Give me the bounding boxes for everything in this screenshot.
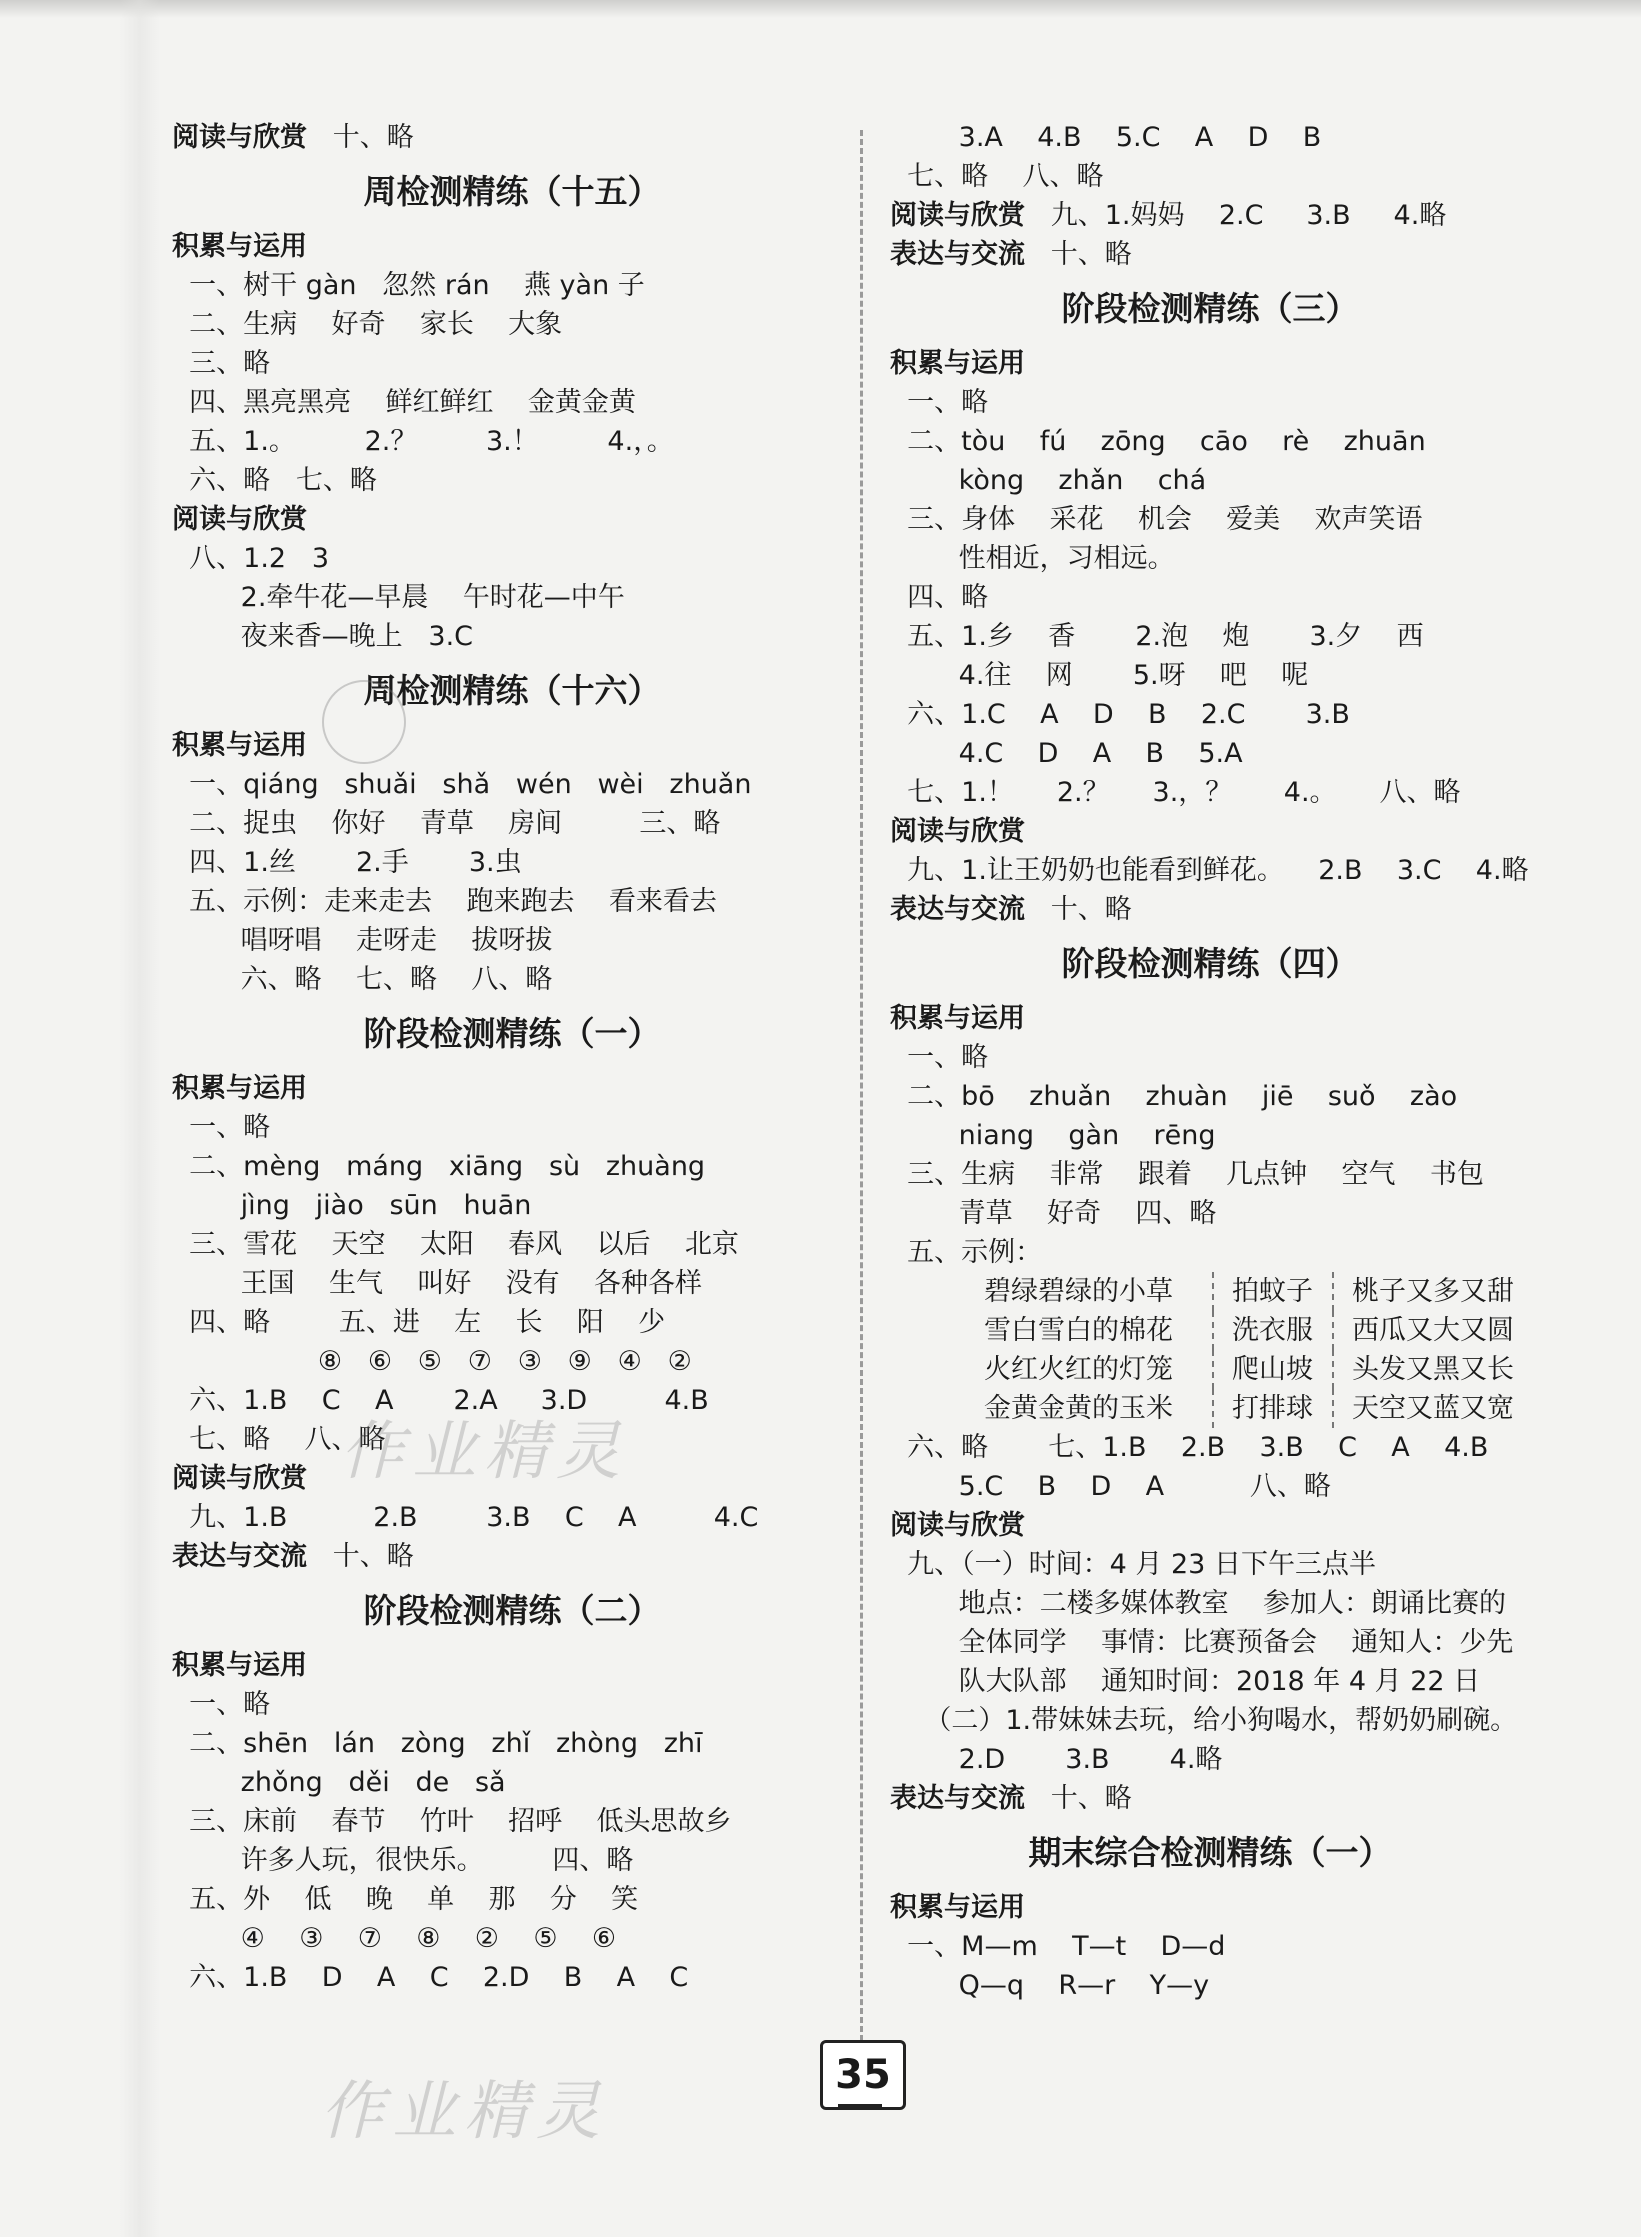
example-phrase: 碧绿碧绿的小草 — [984, 1276, 1173, 1307]
answer-line: 五、1.乡 香 2.泡 炮 3.夕 西 — [890, 621, 1424, 652]
page-number: 35 — [820, 2040, 906, 2110]
answer-line: 一、略 — [890, 387, 989, 418]
answer-text: 九、1.妈妈 2.C 3.B 4.略 — [1025, 200, 1447, 231]
example-phrase: 拍蚊子 — [1212, 1272, 1332, 1311]
page-top-shadow — [0, 0, 1641, 18]
example-phrase: 洗衣服 — [1212, 1311, 1332, 1350]
answer-line: Q—q R—r Y—y — [890, 1970, 1210, 2001]
category-label: 积累与运用 — [890, 1892, 1025, 1923]
answer-line: 地点：二楼多媒体教室 参加人：朗诵比赛的 — [890, 1588, 1506, 1619]
answer-line: 三、略 — [172, 348, 271, 379]
answer-line: 夜来香—晚上 3.C — [172, 621, 474, 652]
answer-line: 八、1.2 3 — [172, 543, 330, 574]
answer-line: 三、床前 春节 竹叶 招呼 低头思故乡 — [172, 1806, 732, 1837]
answer-line: 七、略 八、略 — [172, 1424, 386, 1455]
answer-text: 十、略 — [307, 1541, 414, 1572]
example-phrase-table — [974, 1272, 1530, 1428]
answer-line: 九、1.让王奶奶也能看到鲜花。 2.B 3.C 4.略 — [890, 855, 1529, 886]
answer-line: 六、1.B C A 2.A 3.D 4.B — [172, 1385, 709, 1416]
answer-line: 二、mèng máng xiāng sù zhuàng — [172, 1151, 706, 1182]
answer-line: 二、生病 好奇 家长 大象 — [172, 309, 563, 340]
watermark: 作业精灵 — [340, 1415, 628, 1489]
answer-line: 2.D 3.B 4.略 — [890, 1744, 1223, 1775]
answer-line: 二、bō zhuǎn zhuàn jiē suǒ zào — [890, 1081, 1458, 1112]
answer-line: 性相近，习相远。 — [890, 543, 1175, 574]
answer-column-left — [172, 118, 852, 1997]
category-line — [890, 812, 1530, 851]
category-line — [890, 1888, 1530, 1927]
answer-line: 4.往 网 5.呀 吧 呢 — [890, 660, 1309, 691]
answer-line: 五、示例：走来走去 跑来跑去 看来看去 — [172, 886, 717, 917]
answer-line: 四、1.丝 2.手 3.虫 — [172, 847, 522, 878]
category-label: 阅读与欣赏 — [890, 816, 1025, 847]
category-line — [172, 1069, 852, 1108]
answer-line: 一、略 — [172, 1112, 271, 1143]
section-heading: 阶段检测精练（二） — [363, 1591, 661, 1630]
category-line — [172, 1646, 852, 1685]
answer-line: 一、略 — [172, 1689, 271, 1720]
answer-line: 2.牵牛花—早晨 午时花—中午 — [172, 582, 625, 613]
answer-column-right — [890, 118, 1530, 2005]
answer-line: 四、略 — [890, 582, 989, 613]
answer-line: 六、1.C A D B 2.C 3.B — [890, 699, 1350, 730]
example-phrase: 头发又黑又长 — [1332, 1350, 1532, 1389]
answer-text: 十、略 — [1025, 894, 1132, 925]
answer-text: 十、略 — [1025, 1783, 1132, 1814]
category-line — [890, 999, 1530, 1038]
answer-line: 三、生病 非常 跟着 几点钟 空气 书包 — [890, 1159, 1484, 1190]
column-divider — [860, 130, 863, 2050]
category-label: 积累与运用 — [172, 231, 307, 262]
answer-line: 六、略 七、略 八、略 — [172, 964, 553, 995]
category-label: 表达与交流 — [890, 1783, 1025, 1814]
answer-line: 4.C D A B 5.A — [890, 738, 1243, 769]
category-label: 阅读与欣赏 — [172, 122, 307, 153]
answer-line: 四、黑亮黑亮 鲜红鲜红 金黄金黄 — [172, 387, 636, 418]
answer-line: 六、略 七、略 — [172, 465, 377, 496]
answer-line: ⑧ ⑥ ⑤ ⑦ ③ ⑨ ④ ② — [172, 1346, 692, 1377]
answer-line: 七、1.！ 2.？ 3.，？ 4.。 八、略 — [890, 777, 1461, 808]
answer-line: 唱呀唱 走呀走 拔呀拔 — [172, 925, 553, 956]
category-label: 积累与运用 — [890, 348, 1025, 379]
answer-line: 二、捉虫 你好 青草 房间 三、略 — [172, 808, 721, 839]
example-phrase: 西瓜又大又圆 — [1332, 1311, 1532, 1350]
answer-line: 5.C B D A 八、略 — [890, 1471, 1331, 1502]
category-label: 积累与运用 — [172, 1073, 307, 1104]
answer-line: 一、树干 gàn 忽然 rán 燕 yàn 子 — [172, 270, 645, 301]
answer-line: jìng jiào sūn huān — [172, 1190, 532, 1221]
answer-line: 六、1.B D A C 2.D B A C — [172, 1962, 689, 1993]
example-phrase: 金黄金黄的玉米 — [984, 1393, 1173, 1424]
answer-line: 五、外 低 晚 单 那 分 笑 — [172, 1884, 639, 1915]
category-line — [890, 1506, 1530, 1545]
watermark: 作业精灵 — [320, 2075, 608, 2149]
answer-line: 全体同学 事情：比赛预备会 通知人：少先 — [890, 1627, 1514, 1658]
answer-line: kòng zhǎn chá — [890, 465, 1207, 496]
answer-line: 七、略 八、略 — [890, 161, 1104, 192]
category-line — [890, 344, 1530, 383]
answer-line: 三、身体 采花 机会 爱美 欢声笑语 — [890, 504, 1423, 535]
category-label: 积累与运用 — [172, 1650, 307, 1681]
answer-line: 队大队部 通知时间：2018 年 4 月 22 日 — [890, 1666, 1481, 1697]
answer-line: （二）1.带妹妹去玩，给小狗喝水，帮奶奶刷碗。 — [890, 1705, 1518, 1736]
answer-line: 青草 好奇 四、略 — [890, 1198, 1217, 1229]
section-heading: 阶段检测精练（三） — [1061, 289, 1359, 328]
answer-line: 王国 生气 叫好 没有 各种各样 — [172, 1268, 702, 1299]
category-label: 阅读与欣赏 — [890, 200, 1025, 231]
answer-text: 十、略 — [1025, 239, 1132, 270]
section-heading: 阶段检测精练（四） — [1061, 944, 1359, 983]
category-line — [172, 500, 852, 539]
page-gutter-shadow — [120, 0, 160, 2237]
answer-line: 四、略 五、进 左 长 阳 少 — [172, 1307, 666, 1338]
category-line — [172, 118, 852, 157]
category-line — [890, 1779, 1530, 1818]
example-phrase: 火红火红的灯笼 — [984, 1354, 1173, 1385]
category-label: 表达与交流 — [890, 239, 1025, 270]
answer-line: 二、tòu fú zōng cāo rè zhuān — [890, 426, 1426, 457]
category-label: 阅读与欣赏 — [172, 504, 307, 535]
answer-line: 一、略 — [890, 1042, 989, 1073]
answer-line: 许多人玩，很快乐。 四、略 — [172, 1845, 634, 1876]
answer-text: 十、略 — [307, 122, 414, 153]
section-heading: 期末综合检测精练（一） — [1028, 1833, 1392, 1872]
category-label: 阅读与欣赏 — [890, 1510, 1025, 1541]
section-heading: 周检测精练（十六） — [363, 671, 661, 710]
answer-line: 六、略 七、1.B 2.B 3.B C A 4.B — [890, 1432, 1489, 1463]
answer-line: zhǒng děi de sǎ — [172, 1767, 506, 1798]
category-line — [172, 1537, 852, 1576]
example-phrase: 雪白雪白的棉花 — [984, 1315, 1173, 1346]
category-label: 积累与运用 — [172, 730, 307, 761]
category-label: 表达与交流 — [172, 1541, 307, 1572]
answer-line: 五、示例： — [890, 1237, 1043, 1268]
answer-line: 五、1.。 2.？ 3.！ 4.，。 — [172, 426, 674, 457]
category-line — [172, 227, 852, 266]
answer-line: 二、shēn lán zòng zhǐ zhòng zhī — [172, 1728, 703, 1759]
answer-line: niang gàn rēng — [890, 1120, 1216, 1151]
answer-line: 九、（一）时间：4 月 23 日下午三点半 — [890, 1549, 1376, 1580]
category-line — [890, 196, 1530, 235]
example-phrase: 打排球 — [1212, 1389, 1332, 1428]
answer-line: ④ ③ ⑦ ⑧ ② ⑤ ⑥ — [172, 1923, 617, 1954]
page-number-stand — [838, 2104, 882, 2121]
example-phrase: 爬山坡 — [1212, 1350, 1332, 1389]
category-label: 表达与交流 — [890, 894, 1025, 925]
answer-line: 九、1.B 2.B 3.B C A 4.C — [172, 1502, 759, 1533]
answer-line: 三、雪花 天空 太阳 春风 以后 北京 — [172, 1229, 739, 1260]
example-phrase: 天空又蓝又宽 — [1332, 1389, 1532, 1428]
answer-line: 一、qiáng shuǎi shǎ wén wèi zhuǎn — [172, 769, 752, 800]
category-label: 积累与运用 — [890, 1003, 1025, 1034]
section-heading: 周检测精练（十五） — [363, 172, 661, 211]
section-heading: 阶段检测精练（一） — [363, 1014, 661, 1053]
category-line — [172, 726, 852, 765]
watermark-stamp — [322, 680, 406, 764]
answer-line: 一、M—m T—t D—d — [890, 1931, 1226, 1962]
category-line — [890, 235, 1530, 274]
answer-line: 3.A 4.B 5.C A D B — [890, 122, 1322, 153]
category-line — [890, 890, 1530, 929]
category-label: 阅读与欣赏 — [172, 1463, 307, 1494]
example-phrase: 桃子又多又甜 — [1332, 1272, 1532, 1311]
